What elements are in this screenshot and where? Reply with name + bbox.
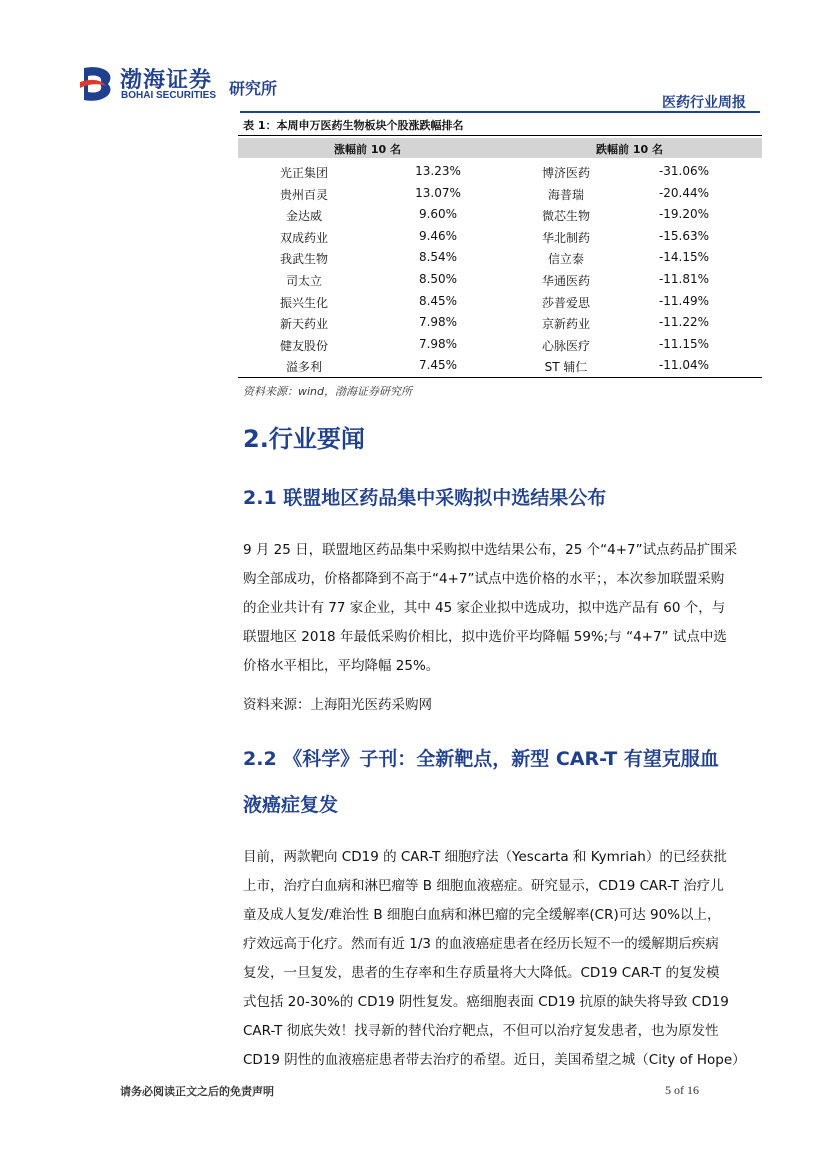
loser-change: -11.49%	[658, 293, 710, 308]
loser-change: -14.15%	[658, 250, 710, 265]
loser-change: -11.22%	[658, 315, 710, 330]
section-heading: 2.行业要闻	[243, 425, 365, 453]
paragraph-line: 的企业共计有 77 家企业，其中 45 家企业拟中选成功，拟中选产品有 60 个，与	[243, 600, 726, 616]
table-row	[238, 269, 762, 291]
paragraph-line: 价格水平相比，平均降幅 25%。	[243, 658, 440, 674]
header-rule	[240, 111, 760, 113]
gainer-change: 13.23%	[415, 164, 461, 178]
loser-change: -20.44%	[658, 185, 710, 200]
table-row	[238, 161, 762, 183]
table-row	[238, 291, 762, 313]
paragraph-line: CAR-T 彻底失效！找寻新的替代治疗靶点，不但可以治疗复发患者，也为原发性	[243, 1023, 719, 1039]
losers-header: 跌幅前 10 名	[596, 143, 663, 156]
loser-name: 海普瑞	[547, 187, 584, 202]
bohai-logo-icon	[78, 64, 118, 104]
gainer-name: 司太立	[285, 273, 322, 288]
table-top-rule	[238, 135, 762, 136]
table-row	[238, 312, 762, 334]
gainer-name: 金达威	[285, 209, 322, 224]
subsection-heading-2-1: 2.1 联盟地区药品集中采购拟中选结果公布	[243, 487, 607, 509]
loser-change: -31.06%	[658, 164, 710, 178]
gainer-change: 9.60%	[418, 207, 458, 222]
gainer-name: 双成药业	[279, 230, 328, 245]
news-source: 资料来源：上海阳光医药采购网	[243, 697, 432, 713]
paragraph-line: 9 月 25 日，联盟地区药品集中采购拟中选结果公布，25 个“4+7”试点药品扩围采	[243, 542, 738, 558]
table-row	[238, 247, 762, 269]
loser-change: -11.04%	[658, 358, 710, 373]
logo-chinese-name: 渤海证券	[120, 67, 213, 93]
table-row	[238, 226, 762, 248]
gainer-change: 8.50%	[418, 271, 458, 286]
gainer-name: 溢多利	[285, 360, 322, 375]
table-source: 资料来源：wind，渤海证券研究所	[243, 385, 413, 398]
gainer-name: 我武生物	[279, 252, 328, 267]
page-number: 5 of 16	[665, 1083, 699, 1097]
paragraph-line: CD19 阴性的血液癌症患者带去治疗的希望。近日，美国希望之城（City of Hope）	[243, 1052, 746, 1068]
paragraph-line: 购全部成功，价格都降到不高于“4+7”试点中选价格的水平；，本次参加联盟采购	[243, 571, 725, 587]
gainer-change: 7.98%	[418, 315, 458, 330]
gainer-change: 13.07%	[415, 185, 461, 200]
loser-change: -19.20%	[658, 207, 710, 222]
paragraph-line: 联盟地区 2018 年最低采购价相比，拟中选价平均降幅 59%;与 “4+7” 试点中选	[243, 629, 727, 645]
gainers-header: 涨幅前 10 名	[334, 143, 401, 156]
gainer-name: 健友股份	[279, 338, 328, 353]
paragraph-line: 式包括 20-30%的 CD19 阴性复发。癌细胞表面 CD19 抗原的缺失将导致 CD19	[243, 994, 729, 1010]
loser-name: 莎普爱思	[541, 295, 590, 310]
table-row	[238, 334, 762, 356]
gainer-name: 贵州百灵	[279, 187, 328, 202]
table-row	[238, 355, 762, 377]
loser-change: -15.63%	[658, 228, 710, 243]
table-body	[238, 161, 762, 377]
institute-label: 研究所	[229, 79, 278, 98]
loser-name: 信立泰	[547, 252, 584, 267]
paragraph-2-2	[243, 843, 757, 1075]
paragraph-line: 童及成人复发/难治性 B 细胞白血病和淋巴瘤的完全缓解率(CR)可达 90%以上，	[243, 907, 721, 923]
loser-name: ST 辅仁	[544, 360, 588, 375]
gainer-name: 光正集团	[279, 166, 328, 180]
gainer-change: 9.46%	[418, 228, 458, 243]
table-title: 表 1：本周申万医药生物板块个股涨跌幅排名	[243, 119, 464, 132]
table-row	[238, 183, 762, 205]
loser-change: -11.81%	[658, 271, 710, 286]
gainer-name: 振兴生化	[279, 295, 328, 310]
paragraph-line: 疗效远高于化疗。然而有近 1/3 的血液癌症患者在经历长短不一的缓解期后疾病	[243, 936, 719, 952]
paragraph-line: 上市，治疗白血病和淋巴瘤等 B 细胞血液癌症。研究显示，CD19 CAR-T 治疗儿	[243, 878, 724, 894]
report-type: 医药行业周报	[662, 95, 746, 111]
loser-name: 京新药业	[541, 317, 590, 332]
gainer-change: 7.45%	[418, 358, 458, 373]
paragraph-line: 复发，一旦复发，患者的生存率和生存质量将大大降低。CD19 CAR-T 的复发模	[243, 965, 720, 981]
loser-name: 微芯生物	[541, 209, 590, 224]
gainer-change: 7.98%	[418, 336, 458, 351]
gainer-change: 8.54%	[418, 250, 458, 265]
footer-disclaimer: 请务必阅读正文之后的免责声明	[120, 1085, 274, 1098]
loser-name: 博济医药	[541, 166, 590, 180]
table-header-row	[238, 138, 762, 158]
gainer-name: 新天药业	[279, 317, 328, 332]
table-row	[238, 204, 762, 226]
paragraph-2-1	[243, 536, 757, 681]
loser-change: -11.15%	[658, 336, 710, 351]
logo-english-name: BOHAI SECURITIES	[121, 90, 217, 101]
loser-name: 华北制药	[541, 230, 590, 245]
gainer-change: 8.45%	[418, 293, 458, 308]
paragraph-line: 目前，两款靶向 CD19 的 CAR-T 细胞疗法（Yescarta 和 Kymriah）的已经获批	[243, 849, 727, 865]
loser-name: 华通医药	[541, 273, 590, 288]
subsection-heading-2-2-line2: 液癌症复发	[243, 794, 339, 816]
table-bottom-rule	[238, 377, 762, 378]
loser-name: 心脉医疗	[541, 338, 590, 353]
subsection-heading-2-2-line1: 2.2 《科学》子刊：全新靶点，新型 CAR-T 有望克服血	[243, 748, 719, 770]
